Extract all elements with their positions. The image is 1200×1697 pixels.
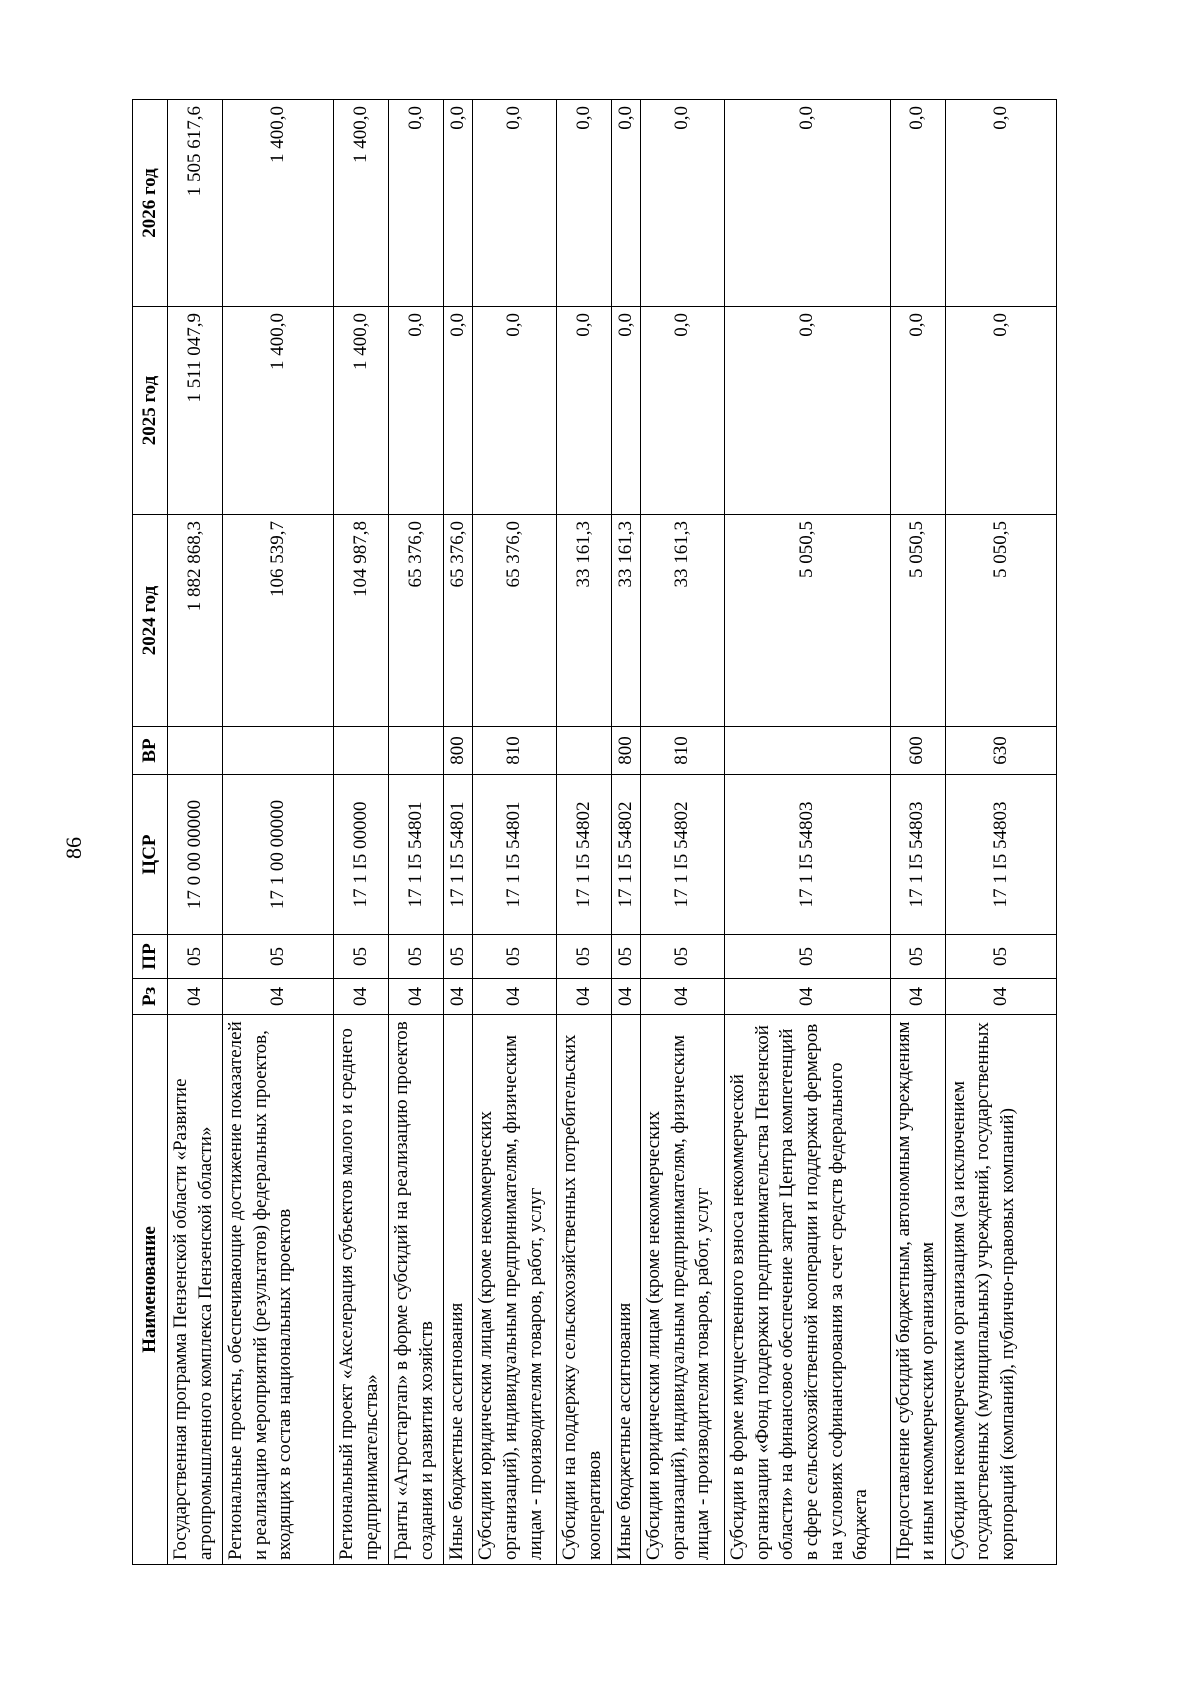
row-2024: 5 050,5	[725, 515, 891, 727]
row-pr: 05	[389, 935, 444, 979]
header-row	[133, 100, 168, 1565]
row-csr: 17 1 I5 54802	[641, 775, 725, 935]
row-2026: 1 400,0	[222, 100, 333, 307]
row-csr: 17 1 I5 54803	[725, 775, 891, 935]
row-2026: 0,0	[945, 100, 1056, 307]
row-2024: 104 987,8	[334, 515, 389, 727]
row-pr: 05	[945, 935, 1056, 979]
row-rz: 04	[389, 979, 444, 1015]
row-2026: 0,0	[557, 100, 612, 307]
header-name: Наименование	[133, 1015, 168, 1565]
row-2024: 65 376,0	[444, 515, 473, 727]
row-vr: 810	[473, 727, 557, 775]
table-row	[945, 100, 1056, 1565]
row-2026: 0,0	[641, 100, 725, 307]
table-row	[168, 100, 223, 1565]
row-csr: 17 1 I5 54802	[557, 775, 612, 935]
row-2026: 0,0	[473, 100, 557, 307]
row-name: Региональный проект «Акселерация субъектов малого и среднего предпринимательства»	[334, 1015, 389, 1565]
row-pr: 05	[334, 935, 389, 979]
row-2025: 0,0	[389, 307, 444, 515]
row-rz: 04	[334, 979, 389, 1015]
row-2024: 65 376,0	[389, 515, 444, 727]
table-row	[473, 100, 557, 1565]
row-vr: 810	[641, 727, 725, 775]
header-vr: ВР	[133, 727, 168, 775]
row-rz: 04	[612, 979, 641, 1015]
row-2025: 0,0	[444, 307, 473, 515]
row-name: Субсидии некоммерческим организациям (за исключением государственных (муниципальных) учреждений, государственных корпораций (компаний), публично-правовых компаний)	[945, 1015, 1056, 1565]
row-2026: 0,0	[389, 100, 444, 307]
table-row	[334, 100, 389, 1565]
row-pr: 05	[641, 935, 725, 979]
row-vr	[725, 727, 891, 775]
row-rz: 04	[890, 979, 945, 1015]
row-csr: 17 1 00 00000	[222, 775, 333, 935]
row-2026: 0,0	[612, 100, 641, 307]
header-csr: ЦСР	[133, 775, 168, 935]
row-name: Государственная программа Пензенской области «Развитие агропромышленного комплекса Пензенской области»	[168, 1015, 223, 1565]
row-rz: 04	[945, 979, 1056, 1015]
row-vr	[168, 727, 223, 775]
row-csr: 17 1 I5 54802	[612, 775, 641, 935]
table-row	[222, 100, 333, 1565]
row-csr: 17 1 I5 54801	[444, 775, 473, 935]
row-pr: 05	[557, 935, 612, 979]
row-2025: 1 511 047,9	[168, 307, 223, 515]
header-2024: 2024 год	[133, 515, 168, 727]
table-row	[444, 100, 473, 1565]
row-2025: 0,0	[945, 307, 1056, 515]
header-rz: Рз	[133, 979, 168, 1015]
row-vr	[389, 727, 444, 775]
row-pr: 05	[222, 935, 333, 979]
budget-table	[132, 99, 1057, 1565]
row-name: Иные бюджетные ассигнования	[612, 1015, 641, 1565]
row-2024: 1 882 868,3	[168, 515, 223, 727]
row-2025: 0,0	[612, 307, 641, 515]
row-csr: 17 1 I5 54801	[389, 775, 444, 935]
row-name: Субсидии юридическим лицам (кроме некоммерческих организаций), индивидуальным предпринимателям, физическим лицам - производителям товаров, работ, услуг	[641, 1015, 725, 1565]
row-2026: 0,0	[725, 100, 891, 307]
row-csr: 17 1 I5 54801	[473, 775, 557, 935]
row-name: Предоставление субсидий бюджетным, автономным учреждениям и иным некоммерческим организациям	[890, 1015, 945, 1565]
row-csr: 17 1 I5 00000	[334, 775, 389, 935]
row-pr: 05	[890, 935, 945, 979]
row-name: Субсидии на поддержку сельскохозяйственных потребительских кооперативов	[557, 1015, 612, 1565]
row-name: Субсидии в форме имущественного взноса некоммерческой организации «Фонд поддержки предпринимательства Пензенской области» на финансовое обеспечение затрат Центра компетенций в сфере сельскохозяйственной кооперации и поддержки фермеров на условиях софинансирования за счет средств федерального бюджета	[725, 1015, 891, 1565]
row-vr	[557, 727, 612, 775]
table-row	[890, 100, 945, 1565]
row-rz: 04	[641, 979, 725, 1015]
row-vr: 630	[945, 727, 1056, 775]
row-rz: 04	[222, 979, 333, 1015]
row-2025: 0,0	[725, 307, 891, 515]
row-name: Гранты «Агростартап» в форме субсидий на реализацию проектов создания и развития хозяйств	[389, 1015, 444, 1565]
table-row	[557, 100, 612, 1565]
row-vr: 800	[612, 727, 641, 775]
row-name: Региональные проекты, обеспечивающие достижение показателей и реализацию мероприятий (результатов) федеральных проектов, входящих в состав национальных проектов	[222, 1015, 333, 1565]
row-2024: 106 539,7	[222, 515, 333, 727]
page-number: 86	[61, 837, 86, 859]
row-rz: 04	[473, 979, 557, 1015]
row-name: Субсидии юридическим лицам (кроме некоммерческих организаций), индивидуальным предпринимателям, физическим лицам - производителям товаров, работ, услуг	[473, 1015, 557, 1565]
row-vr	[334, 727, 389, 775]
row-rz: 04	[444, 979, 473, 1015]
row-vr: 800	[444, 727, 473, 775]
row-2024: 33 161,3	[641, 515, 725, 727]
row-2025: 0,0	[890, 307, 945, 515]
row-2026: 0,0	[890, 100, 945, 307]
table-row	[612, 100, 641, 1565]
header-2025: 2025 год	[133, 307, 168, 515]
table-row	[725, 100, 891, 1565]
row-2025: 1 400,0	[334, 307, 389, 515]
row-2025: 1 400,0	[222, 307, 333, 515]
row-rz: 04	[725, 979, 891, 1015]
row-csr: 17 1 I5 54803	[945, 775, 1056, 935]
row-pr: 05	[725, 935, 891, 979]
header-pr: ПР	[133, 935, 168, 979]
row-2025: 0,0	[641, 307, 725, 515]
row-csr: 17 1 I5 54803	[890, 775, 945, 935]
row-2024: 5 050,5	[945, 515, 1056, 727]
rotated-table-container	[132, 100, 1057, 1565]
table-row	[389, 100, 444, 1565]
row-vr	[222, 727, 333, 775]
row-rz: 04	[557, 979, 612, 1015]
row-2024: 65 376,0	[473, 515, 557, 727]
row-2026: 1 400,0	[334, 100, 389, 307]
row-rz: 04	[168, 979, 223, 1015]
row-name: Иные бюджетные ассигнования	[444, 1015, 473, 1565]
row-pr: 05	[444, 935, 473, 979]
row-csr: 17 0 00 00000	[168, 775, 223, 935]
table-row	[641, 100, 725, 1565]
row-2025: 0,0	[473, 307, 557, 515]
row-pr: 05	[612, 935, 641, 979]
row-vr: 600	[890, 727, 945, 775]
row-2026: 0,0	[444, 100, 473, 307]
row-2025: 0,0	[557, 307, 612, 515]
row-2024: 5 050,5	[890, 515, 945, 727]
row-2026: 1 505 617,6	[168, 100, 223, 307]
header-2026: 2026 год	[133, 100, 168, 307]
row-2024: 33 161,3	[557, 515, 612, 727]
row-2024: 33 161,3	[612, 515, 641, 727]
row-pr: 05	[168, 935, 223, 979]
row-pr: 05	[473, 935, 557, 979]
